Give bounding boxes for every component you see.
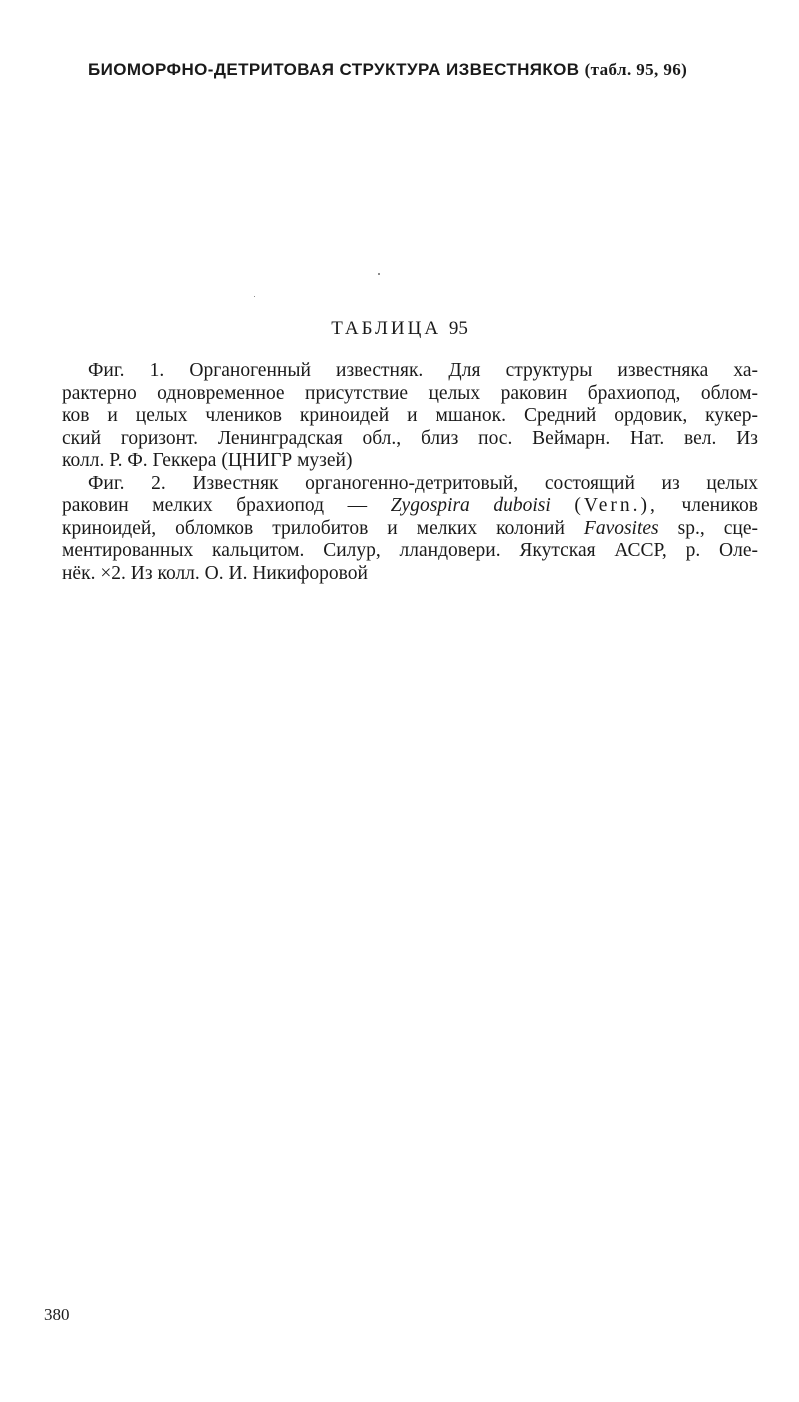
caption-line <box>62 495 758 518</box>
caption-line: ский горизонт. Ленинградская обл., близ пос. Веймарн. Нат. вел. Из <box>62 427 758 449</box>
caption-line: рактерно одновременное присутствие целых раковин брахиопод, облом- <box>62 382 758 404</box>
scan-speck <box>378 273 380 275</box>
running-header <box>88 60 728 80</box>
table-number: 95 <box>448 318 468 339</box>
header-table-reference: (табл. 95, 96) <box>584 60 688 79</box>
figure-2-caption <box>62 473 758 586</box>
caption-line <box>62 518 758 541</box>
caption-line: колл. Р. Ф. Геккера (ЦНИГР музей) <box>62 450 353 471</box>
species-name: Zygospira duboisi <box>390 495 551 516</box>
caption-text: члеников <box>657 495 758 516</box>
genus-name: Favosites <box>583 517 659 539</box>
caption-text: sp., сце- <box>658 517 758 539</box>
page-number: 380 <box>44 1305 70 1324</box>
figure-1-caption <box>62 360 758 473</box>
species-author: (Vern.), <box>574 495 658 516</box>
figure-captions <box>62 360 758 585</box>
table-title <box>0 318 799 340</box>
caption-text: криноидей, обломков трилобитов и мелких колоний <box>62 517 584 539</box>
caption-text: раковин мелких брахиопод — <box>62 495 391 516</box>
table-label: ТАБЛИЦА <box>331 318 442 339</box>
scan-speck <box>254 296 255 297</box>
caption-line: Фиг. 1. Органогенный известняк. Для структуры известняка ха- <box>88 360 758 381</box>
caption-line: Фиг. 2. Известняк органогенно-детритовый, состоящий из целых <box>88 472 758 494</box>
caption-line: ментированных кальцитом. Силур, лландовери. Якутская АССР, р. Оле- <box>62 540 758 561</box>
caption-line: нёк. ×2. Из колл. О. И. Никифоровой <box>62 562 368 584</box>
caption-line: ков и целых члеников криноидей и мшанок. Средний ордовик, кукер- <box>62 405 758 426</box>
header-title: БИОМОРФНО-ДЕТРИТОВАЯ СТРУКТУРА ИЗВЕСТНЯКОВ <box>88 60 580 79</box>
